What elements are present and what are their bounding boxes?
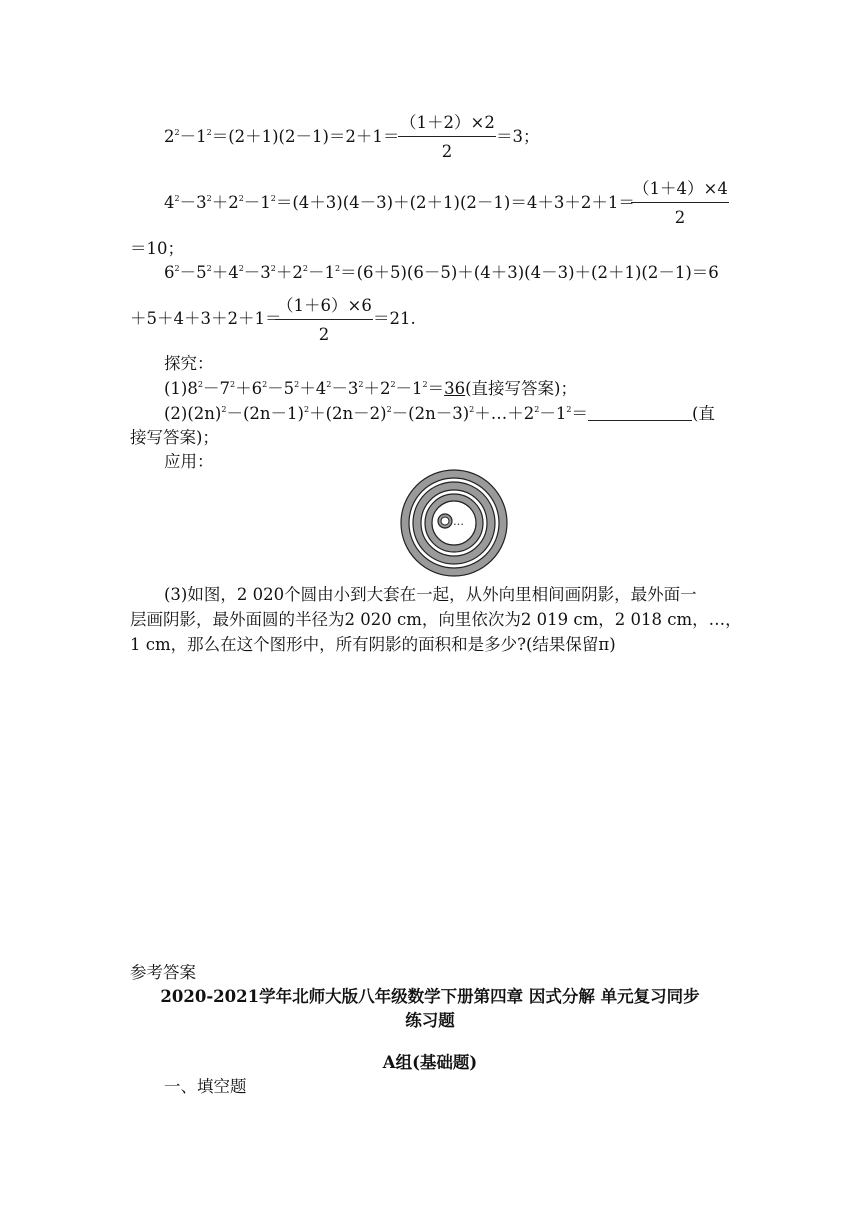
q1-answer: 36 xyxy=(444,379,466,398)
q3-line2: 层画阴影，最外面圆的半径为2 020 cm，向里依次为2 019 cm，2 018 cm，…， xyxy=(130,610,742,629)
eq1-left: $2^2-1^2=(2+1)(2-1)=2+1=$ xyxy=(164,127,400,146)
eq3-denominator: 2 xyxy=(318,325,330,344)
explore-q2 xyxy=(164,404,715,424)
answers-title-line1: 2020-2021学年北师大版八年级数学下册第四章 因式分解 单元复习同步 xyxy=(160,987,700,1006)
eq3-numerator: （1＋6）×6 xyxy=(277,296,372,315)
eq2-result: ＝10； xyxy=(130,239,184,258)
explore-heading: 探究： xyxy=(164,354,214,373)
eq1-denominator: 2 xyxy=(441,142,453,161)
q2-line2: 接写答案)； xyxy=(130,428,219,447)
q3-line1: (3)如图，2 020个圆由小到大套在一起，从外向里相间画阴影，最外面一 xyxy=(164,585,697,604)
q3-line3: 1 cm，那么在这个图形中，所有阴影的面积和是多少?(结果保留π) xyxy=(130,635,616,654)
eq2-denominator: 2 xyxy=(674,208,686,227)
q1-prefix: $(1)8^2-7^2+6^2-5^2+4^2-3^2+2^2-1^2=$ xyxy=(164,379,445,398)
concentric-circles-figure xyxy=(399,468,509,578)
answers-title-line2: 练习题 xyxy=(405,1011,455,1030)
group-heading: A组(基础题) xyxy=(382,1053,478,1072)
figure-ellipsis: … xyxy=(453,515,464,528)
eq3-left: ＋5＋4＋3＋2＋1＝ xyxy=(130,309,282,328)
eq2-numerator: （1＋4）×4 xyxy=(633,179,728,198)
apply-heading: 应用： xyxy=(164,452,214,471)
q1-suffix: (直接写答案)； xyxy=(465,379,577,398)
eq1-right: ＝3； xyxy=(496,127,540,146)
q2-prefix: $(2)(2n)^2-(2n-1)^2+(2n-2)^2-(2n-3)^2+\dots+2^2-1^2=$ xyxy=(164,404,588,423)
q2-answer-blank[interactable] xyxy=(588,406,692,421)
example-eq2: $4^2-3^2+2^2-1^2=(4+3)(4-3)+(2+1)(2-1)=4+3+2+1=$ xyxy=(164,193,635,212)
eq1-numerator: （1＋2）×2 xyxy=(400,113,495,132)
eq1-fraction xyxy=(398,113,496,162)
eq3-fraction xyxy=(275,296,373,345)
eq3-right: ＝21. xyxy=(373,309,416,328)
eq2-fraction xyxy=(631,179,729,228)
section-heading: 一、填空题 xyxy=(164,1077,247,1096)
example-eq1 xyxy=(164,127,399,147)
explore-q1 xyxy=(164,379,577,399)
example-eq3-line1: $6^2-5^2+4^2-3^2+2^2-1^2=(6+5)(6-5)+(4+3)(4-3)+(2+1)(2-1)=6$ xyxy=(164,263,719,282)
answers-label: 参考答案 xyxy=(130,963,196,982)
q2-suffix: (直 xyxy=(691,404,715,423)
